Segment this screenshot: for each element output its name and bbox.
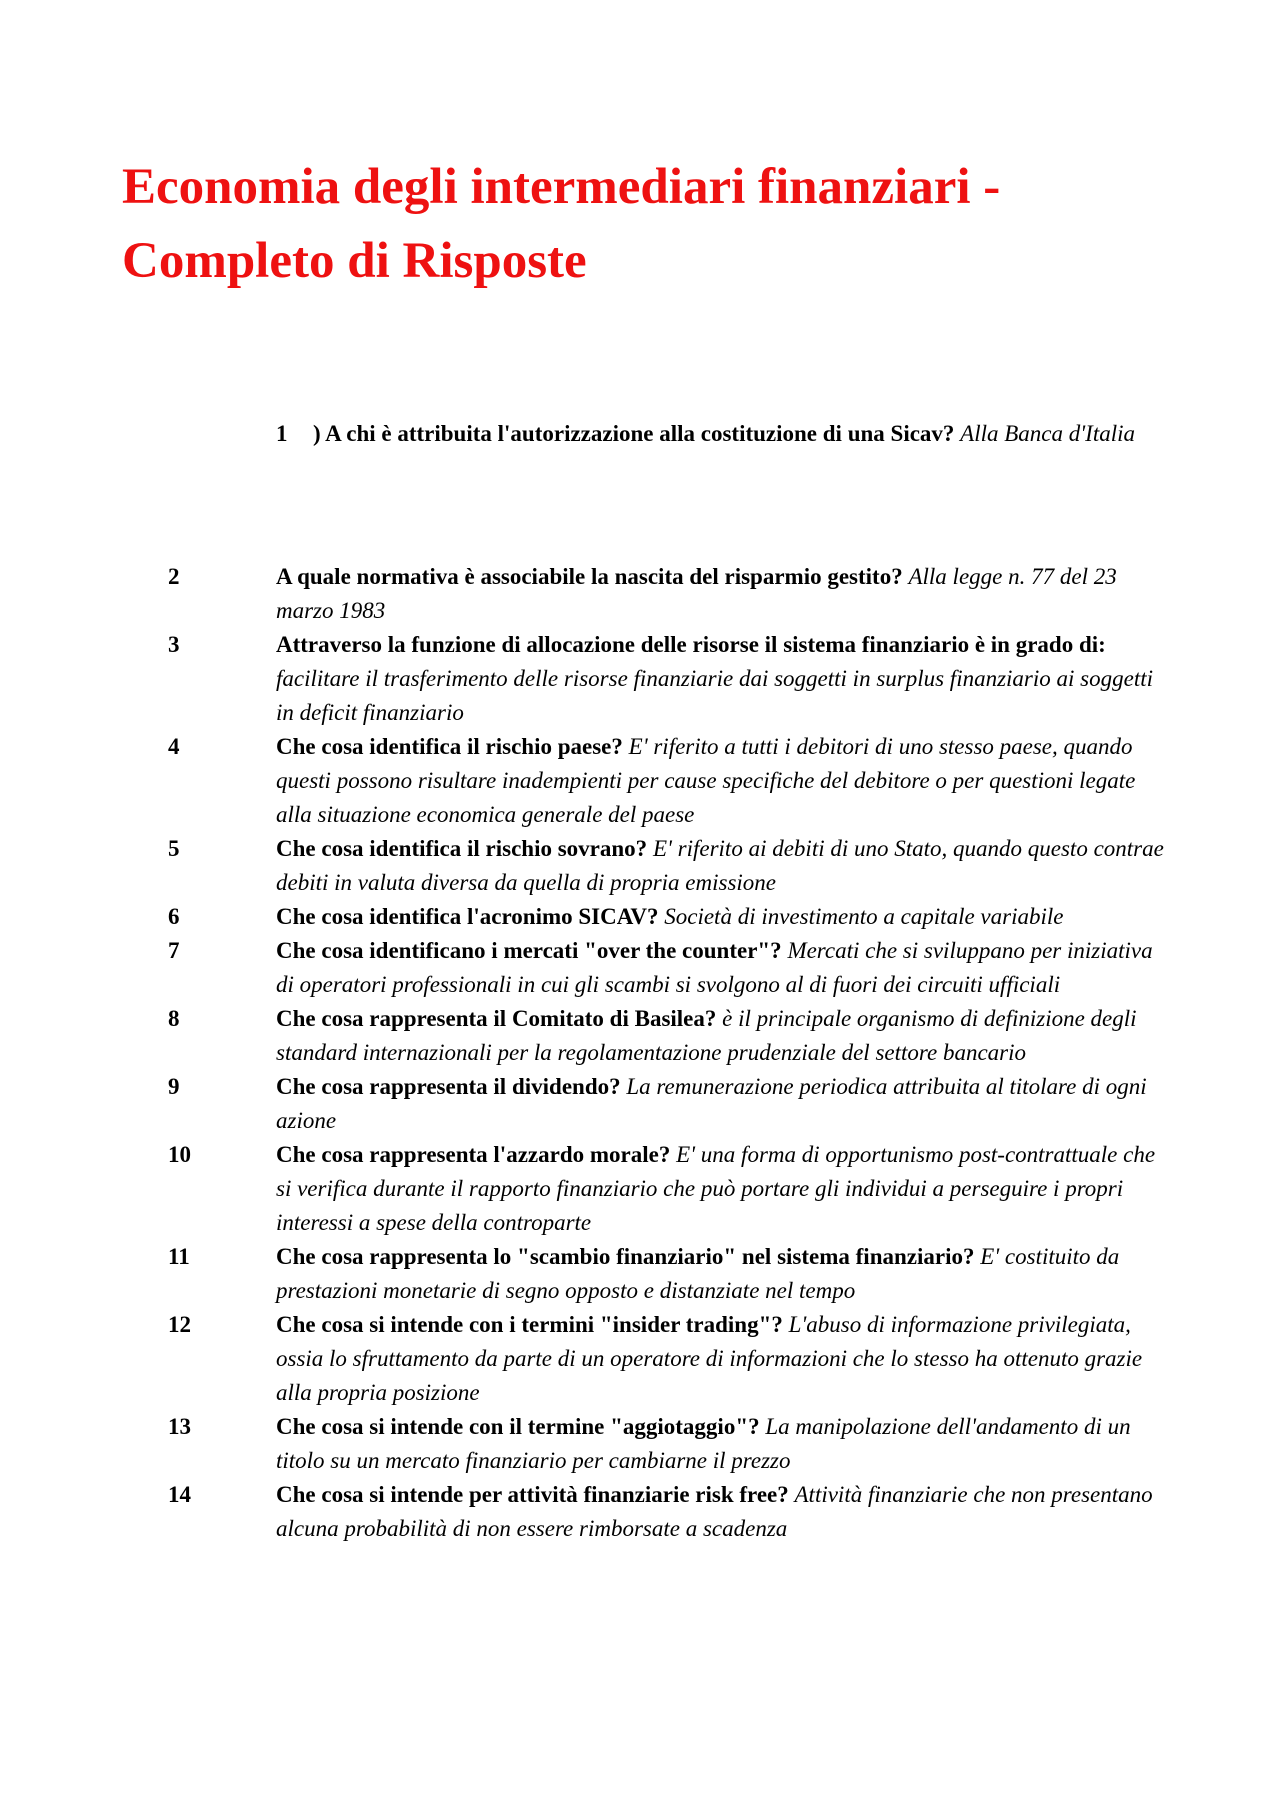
question-item xyxy=(168,1478,1168,1546)
question-number: 2 xyxy=(168,564,180,589)
question-text: Che cosa rappresenta lo "scambio finanziario" nel sistema finanziario? xyxy=(276,1244,975,1269)
question-text: Che cosa rappresenta il Comitato di Basilea? xyxy=(276,1006,717,1031)
question-item xyxy=(168,560,1168,628)
answer-text: L'abuso di informazione privilegiata, ossia lo sfruttamento da parte di un operatore di informazioni che lo stesso ha ottenuto grazie alla propria posizione xyxy=(276,1312,1143,1405)
title-line-1: Economia degli intermediari finanziari - xyxy=(122,159,1001,215)
question-item xyxy=(168,1410,1168,1478)
question-number: 4 xyxy=(168,734,180,759)
question-item xyxy=(168,1070,1168,1138)
question-item xyxy=(168,934,1168,1002)
question-text: Che cosa rappresenta l'azzardo morale? xyxy=(276,1142,671,1167)
question-number: 8 xyxy=(168,1006,180,1031)
answer-text: è il principale organismo di definizione degli standard internazionali per la regolamentazione prudenziale del settore bancario xyxy=(276,1006,1137,1065)
question-text: Che cosa identificano i mercati "over the counter"? xyxy=(276,938,782,963)
answer-text: Società di investimento a capitale variabile xyxy=(664,904,1064,929)
question-text: Che cosa si intende per attività finanziarie risk free? xyxy=(276,1482,789,1507)
document-title xyxy=(122,150,1172,298)
answer-text: La manipolazione dell'andamento di un titolo su un mercato finanziario per cambiarne il prezzo xyxy=(276,1414,1131,1473)
question-text: Che cosa si intende con i termini "insider trading"? xyxy=(276,1312,783,1337)
question-item xyxy=(168,628,1168,730)
question-item xyxy=(168,1308,1168,1410)
question-number: 13 xyxy=(168,1414,191,1439)
question-item xyxy=(168,1240,1168,1308)
question-body xyxy=(313,417,1166,451)
answer-text: E' riferito a tutti i debitori di uno stesso paese, quando questi possono risultare inadempienti per cause specifiche del debitore o per questioni legate alla situazione economica generale del paese xyxy=(276,734,1136,827)
question-number: 11 xyxy=(168,1244,190,1269)
question-text: A quale normativa è associabile la nascita del risparmio gestito? xyxy=(276,564,903,589)
question-text: Che cosa identifica il rischio paese? xyxy=(276,734,623,759)
question-item-1 xyxy=(276,417,1166,451)
question-number: 14 xyxy=(168,1482,191,1507)
answer-text: Mercati che si sviluppano per iniziativa di operatori professionali in cui gli scambi si svolgono al di fuori dei circuiti ufficiali xyxy=(276,938,1153,997)
question-item xyxy=(168,832,1168,900)
question-text: Che cosa si intende con il termine "aggiotaggio"? xyxy=(276,1414,760,1439)
answer-text: Alla Banca d'Italia xyxy=(960,421,1136,446)
question-item xyxy=(168,1002,1168,1070)
question-text: Che cosa rappresenta il dividendo? xyxy=(276,1074,621,1099)
question-text: Che cosa identifica l'acronimo SICAV? xyxy=(276,904,659,929)
question-number: 3 xyxy=(168,632,180,657)
question-item xyxy=(168,730,1168,832)
question-number: 7 xyxy=(168,938,180,963)
question-text: Che cosa identifica il rischio sovrano? xyxy=(276,836,648,861)
question-number: 1 xyxy=(276,421,288,446)
answer-text: La remunerazione periodica attribuita al titolare di ogni azione xyxy=(276,1074,1147,1133)
answer-text: E' costituito da prestazioni monetarie di segno opposto e distanziate nel tempo xyxy=(276,1244,1120,1303)
title-line-2: Completo di Risposte xyxy=(122,233,587,289)
question-number: 12 xyxy=(168,1312,191,1337)
question-number: 6 xyxy=(168,904,180,929)
question-item xyxy=(168,1138,1168,1240)
question-number: 5 xyxy=(168,836,180,861)
answer-text: Alla legge n. 77 del 23 marzo 1983 xyxy=(276,564,1117,623)
question-list xyxy=(168,560,1168,1546)
question-text: Attraverso la funzione di allocazione delle risorse il sistema finanziario è in grado di: xyxy=(276,632,1106,657)
answer-text: E' una forma di opportunismo post-contrattuale che si verifica durante il rapporto finanziario che può portare gli individui a perseguire i propri interessi a spese della controparte xyxy=(276,1142,1156,1235)
answer-text: Attività finanziarie che non presentano alcuna probabilità di non essere rimborsate a scadenza xyxy=(276,1482,1153,1541)
question-number: 9 xyxy=(168,1074,180,1099)
answer-text: facilitare il trasferimento delle risorse finanziarie dai soggetti in surplus finanziario ai soggetti in deficit finanziario xyxy=(276,666,1153,725)
answer-text: E' riferito ai debiti di uno Stato, quando questo contrae debiti in valuta diversa da quella di propria emissione xyxy=(276,836,1164,895)
question-item xyxy=(168,900,1168,934)
question-text: ) A chi è attribuita l'autorizzazione alla costituzione di una Sicav? xyxy=(313,421,955,446)
question-number: 10 xyxy=(168,1142,191,1167)
